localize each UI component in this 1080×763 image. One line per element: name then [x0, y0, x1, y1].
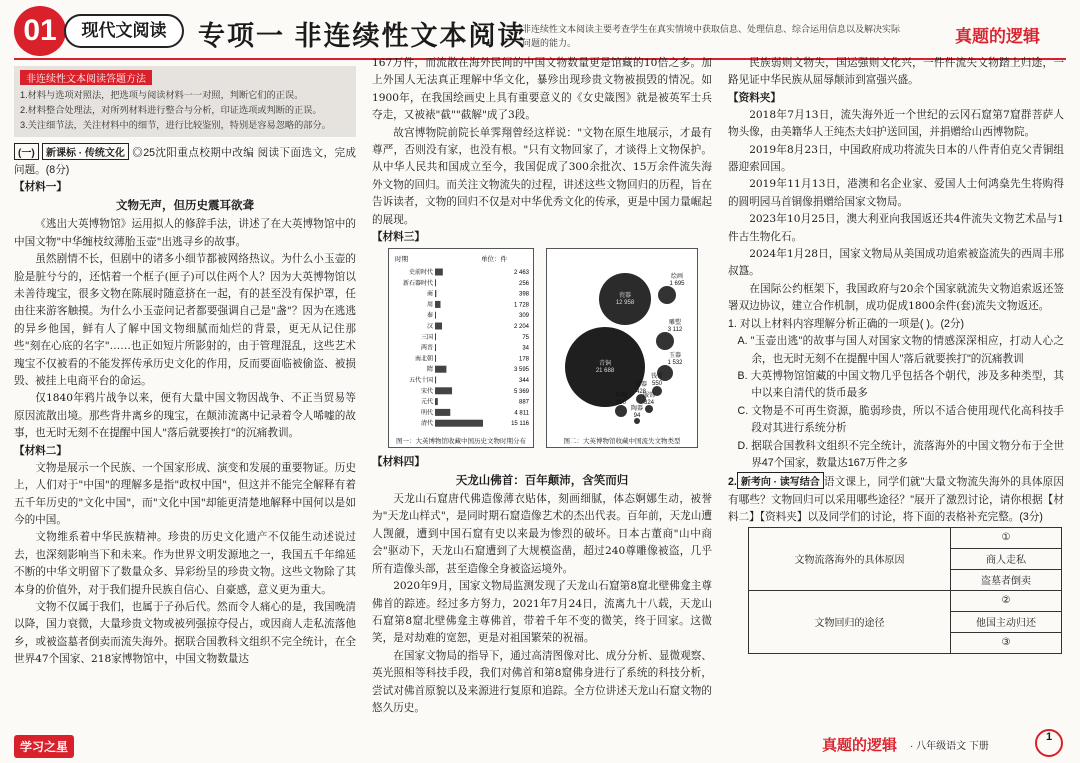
paragraph: 2019年8月23日，中国政府成功将流失日本的八件青伯克父青铜组器迎索回国。	[728, 143, 1064, 174]
answer-blank-1[interactable]: ①	[950, 527, 1061, 548]
bubble-value: 12 958	[615, 300, 635, 307]
unit-label: 单位：件	[481, 256, 507, 264]
header	[0, 0, 1080, 58]
data-label: 4 811	[514, 410, 529, 417]
tip-item: 2.材料整合处理法，对所列材料进行整合与分析，印证选项或判断的正误。	[20, 105, 322, 116]
paragraph: 民族弱则文物失，国运强则文化兴，一件件流失文物踏上归途，一路见证中华民族从屈辱颠沛到富强兴盛。	[728, 57, 1064, 87]
bubble-value: 1 695	[669, 281, 685, 288]
tick-label: 元代	[420, 399, 433, 406]
bar	[435, 312, 436, 319]
bubble-label: 瓷器	[618, 293, 632, 300]
paragraph: 文物是展示一个民族、一个国家形成、演变和发展的重要物证。历史上，人们对于"中国"的理解多是指"政权中国"，但这并不能完全解释有着五千年历史的"文化中国"，而"文化中国"却能更清楚地解释中国何以是如今的中国。	[14, 461, 356, 526]
material-4-title: 天龙山佛首：百年颠沛，含笑而归	[455, 475, 629, 488]
bubble-value: 1 532	[667, 360, 683, 367]
question-source: 25沈阳重点校期中改编	[143, 147, 255, 160]
bubble-chart-svg	[547, 249, 697, 435]
table-cell: 盗墓者倒卖	[950, 569, 1061, 590]
question-category: 新课标 · 传统文化	[42, 143, 129, 160]
answer-blank-2[interactable]: ②	[950, 590, 1061, 611]
column-left	[14, 66, 356, 669]
paragraph: 2024年1月28日，国家文物局从美国成功追索被盗流失的西周丰邢叔簋。	[728, 248, 1064, 278]
bar	[435, 387, 452, 394]
question-2-stem: 语文课上，同学们就"大量文物流失海外的具体原因有哪些？文物回归可以采用哪些途径？"展开了激烈讨论，请你根据【材料二】【资料夹】以及同学们的讨论，将下面的表格补充完整。(3分)	[728, 476, 1064, 524]
bubble-label: 陶器	[630, 406, 644, 413]
bubble	[565, 327, 648, 407]
bubble-value: 21 688	[595, 368, 615, 375]
bar	[435, 355, 436, 362]
tips-title: 非连续性文本阅读答题方法	[20, 70, 152, 85]
paragraph: 167万件，而流散在海外民间的中国文物数量更是馆藏的10倍之多。加上外国人无法真正理解中华文化，暴殄出现珍贵文物被损毁的情况。如1900年，在我国绘画史上具有重要意义的《女史箴图》就是被英军士兵夺走，又被裱"截""截解"成了3段。	[372, 57, 712, 122]
bubble-label: 青铜	[598, 361, 612, 368]
option-b[interactable]: B. 大英博物馆馆藏的中国文物几乎包括各个朝代，涉及多种类型，其中以来自清代的货币最多	[737, 369, 1064, 400]
tick-label: 隋	[426, 367, 433, 374]
option-d[interactable]: D. 据联合国教科文组织不完全统计，流落海外的中国文物分布于全世界47个国家，数量达167万件之多	[737, 439, 1064, 469]
figure-1-caption: 图一：大英博物馆收藏中国历史文物时期分布	[396, 438, 526, 446]
bubble	[615, 405, 627, 417]
paragraph: 2023年10月25日，澳大利亚向我国返还共4件流失文物艺术品与1件古生物化石。	[728, 213, 1064, 243]
paragraph: 仅1840年鸦片战争以来，便有大量中国文物因战争、不正当贸易等原因流散出境。那些背井离乡的瑰宝，在颠沛流离中记录着令人唏嘘的故事，也无时无刻不在提醒中国人"落后就要挨打"的沉痛教训。	[14, 392, 356, 440]
question-1-stem: 1. 对以上材料内容理解分析正确的一项是( )。(2分)	[728, 317, 965, 330]
tick-label: 明代	[420, 410, 433, 417]
footer-brand: 真题的逻辑	[822, 737, 898, 754]
bar-chart-svg	[389, 249, 533, 435]
data-label: 3 595	[513, 367, 529, 374]
bubble	[599, 273, 651, 325]
question-2	[728, 472, 1064, 526]
bubble-value: 250	[615, 400, 627, 407]
paragraph: 2020年9月，国家文物局监测发现了天龙山石窟第8窟北壁佛龛主尊佛首的踪迹。经过多方努力，2021年7月24日，流离九十八载，天龙山石窟第8窟北壁佛龛主尊佛首，带着千年不变的微笑，终于回家。这微笑，是对劫难的宽恕，更是对祖国繁荣的祝福。	[372, 580, 712, 645]
row-label-return: 文物回归的途径	[749, 590, 951, 653]
footer	[0, 727, 1080, 763]
bar	[435, 420, 483, 427]
paragraph: 2018年7月13日，流失海外近一个世纪的云冈石窟第7窟群菩萨人物头像，由美籍华人王纯杰夫妇护送回国，并捐赠给山西博物院。	[728, 108, 1064, 139]
tick-label: 商	[426, 291, 433, 298]
axis-header: 时期	[395, 256, 408, 264]
bubble-label: 钱币	[650, 374, 664, 381]
bubble-value: 550	[651, 381, 663, 388]
question-prompt: 阅读下面选文，完成问题。(8分)	[14, 147, 357, 177]
bar	[435, 377, 436, 384]
table-cell: 他国主动归还	[950, 611, 1061, 632]
data-label: 1 728	[513, 302, 529, 309]
bar	[435, 398, 438, 405]
material-1-label: 【材料一】	[14, 181, 67, 194]
section-number-badge: 01	[14, 6, 66, 56]
table-cell: 商人走私	[950, 548, 1061, 569]
material-1-title: 文物无声，但历史震耳欲聋	[116, 200, 254, 213]
bubble	[645, 405, 653, 413]
tick-label: 新石器时代	[402, 280, 433, 287]
paragraph: 文物维系着中华民族精神。珍贵的历史文化遗产不仅能生动述说过去，也深刻影响当下和未来。作为世界文明发源地之一，我国五千年绵延不断的中华文明留下了数量众多、异彩纷呈的珍贵文物。这些文物除了其本身的价值外，对于我们提升民族自信心、自豪感，意义更为重大。	[14, 531, 356, 596]
publisher-logo: 学习之星	[14, 735, 74, 758]
bar	[435, 333, 436, 340]
tips-box	[14, 66, 356, 137]
answer-table	[748, 527, 1062, 654]
paragraph: 虽然剧情不长，但剧中的诸多小细节都被网络热议。为什么小玉壶的脸是脏兮兮的，还惦着一个框子(匣子)可以住两个人？因为大英博物馆以未善待瑰宝，很多文物在陈展时随意挤在一起，有的甚至没有保护罩，任由往来游客触摸。为什么小玉壶问记者都要强调自己是"盏"？因为在逃逃的异乡他国，鲜有人了解中国文物细腻而灿烂的背景，更无从记住那些"刻在心底的名字"……也正如短片所影射的，由于管理混乱，这些艺术瑰宝不仅被看的不能发挥传承历史文化的作用，反而要面临被偷盗、被损毁、被挂上电商平台的命运。	[14, 253, 356, 388]
page-number: 1	[1035, 729, 1063, 757]
figures	[372, 248, 712, 450]
bar	[435, 323, 442, 330]
data-label: 2 204	[513, 324, 529, 331]
data-label: 344	[518, 378, 529, 385]
bar	[435, 290, 436, 297]
bar	[435, 366, 446, 373]
header-logo: 真题的逻辑	[955, 27, 1040, 46]
paragraph: 在国际公约框架下，我国政府与20余个国家就流失文物追索返还签署双边协议，建立合作机制，成功促成1800余件(套)流失文物返还。	[728, 282, 1064, 313]
answer-blank-3[interactable]: ③	[950, 632, 1061, 653]
tick-label: 秦	[426, 313, 433, 320]
bubble-value: 94	[633, 413, 641, 420]
tick-label: 五代十国	[408, 378, 433, 385]
data-label: 309	[518, 313, 529, 320]
tick-label: 南北朝	[414, 356, 433, 363]
section-label: 现代文阅读	[64, 14, 184, 48]
paragraph: 故宫博物院前院长单霁翔曾经这样说："文物在原生地展示，才最有尊严，否则没有家，也没有根。"只有文物回家了，才谈得上文物保护。从中华人民共和国成立至今，我国促成了300余批次、15万余件流失海外文物的回归。而关注文物流失的过程，讲述这些文物回归的历程，旨在告诉读者，文物的回归不仅是对中华优秀文化的传承，更是中国力量崛起的展现。	[372, 126, 712, 226]
option-c[interactable]: C. 文物是不可再生资源，脆弱珍贵，所以不适合使用现代化高科技手段对其进行系统分析	[737, 404, 1064, 435]
tick-label: 周	[426, 302, 433, 309]
bar	[435, 344, 436, 351]
bar	[435, 269, 443, 276]
bubble	[656, 332, 674, 350]
column-middle	[372, 55, 712, 717]
period-bar-chart	[388, 248, 534, 448]
bubble-label: 雕塑	[668, 320, 682, 327]
bubble-label: 服饰	[642, 393, 656, 400]
bubble-label: 漆器	[634, 382, 648, 389]
bubble	[658, 286, 676, 304]
data-label: 178	[518, 356, 529, 363]
type-bubble-chart	[546, 248, 698, 448]
material-3-label: 【材料三】	[372, 231, 425, 244]
paragraph: 文物不仅属于我们，也属于子孙后代。然而令人痛心的是，我国晚清以降，国力衰微，大量珍贵文物或被列强掠夺侵占，或因商人走私流落他乡，或被盗墓者倒卖而流失海外。据联合国教科文组织不完全统计，在全世界47个国家、218家博物馆中，中国文物数量达	[14, 600, 356, 666]
material-5-label: 【资料夹】	[728, 91, 781, 104]
tick-label: 史前时代	[408, 270, 433, 277]
tick-label: 汉	[426, 324, 433, 331]
tip-item: 1.材料与选项对照法，把选项与阅读材料一一对照，判断它们的正误。	[20, 90, 304, 101]
paragraph: 2019年11月13日，港澳和名企业家、爱国人士何鸿燊先生将购得的圆明园马首铜像捐赠给国家文物局。	[728, 178, 1064, 208]
footer-grade: · 八年级语文 下册	[910, 741, 989, 752]
paragraph: 天龙山石窟唐代佛造像薄衣贴体，刻画细腻，体态婀娜生动，被誉为"天龙山样式"，是同时期石窟造像艺术的杰出代表。百年前，天龙山遭人觊觎，遭到中国石窟有史以来最为惨烈的破坏。日本古董商"山中商会"驱动下，天龙山石窟遭到了大规模盗凿，超过240尊雕像被盗，几乎所有造像头部，甚至造像全身被盗运境外。	[372, 493, 712, 575]
page-title: 专项一 非连续性文本阅读	[198, 21, 527, 51]
tick-label: 宋代	[420, 388, 433, 395]
bar	[435, 409, 450, 416]
row-label-reasons: 文物流落海外的具体原因	[749, 527, 951, 590]
bubble-value: 324	[643, 400, 655, 407]
option-a[interactable]: A. "玉壶出逃"的故事与国人对国家文物的情感深深相应，打动人心之余，也无时无刻不在提醒中国人"落后就要挨打"的沉痛教训	[737, 335, 1064, 365]
tick-label: 三国	[420, 334, 433, 341]
header-description: 非连续性文本阅读主要考查学生在真实情境中获取信息、处理信息、综合运用信息以及解决实际问题的能力。	[522, 24, 901, 48]
bubble-label: 其他	[614, 393, 628, 400]
tick-label: 两晋	[420, 345, 433, 352]
question-tag: (一)	[14, 143, 39, 160]
bubble-label: 绘画	[670, 274, 684, 281]
question-header	[14, 143, 356, 179]
bar	[435, 301, 440, 308]
data-label: 5 369	[513, 388, 529, 395]
data-label: 75	[522, 334, 529, 341]
paragraph: 《逃出大英博物馆》运用拟人的修辞手法，讲述了在大英博物馆中的中国文物"中华缠枝纹薄胎玉壶"出逃寻乡的故事。	[14, 218, 356, 248]
material-4-label: 【材料四】	[372, 456, 425, 469]
data-label: 887	[518, 399, 529, 406]
data-label: 34	[522, 345, 529, 352]
bubble-label: 玉器	[668, 353, 682, 360]
location-icon: ◎	[132, 147, 144, 160]
bar	[435, 279, 436, 286]
question-2-tag: 新考向 · 读写结合	[737, 472, 824, 489]
column-right	[728, 55, 1064, 654]
figure-2-caption: 图二：大英博物馆收藏中国流失文物类型	[563, 438, 681, 446]
tip-item: 3.关注细节法，关注材料中的细节，进行比较鉴别，特别是容易忽略的部分。	[20, 120, 331, 131]
tick-label: 清代	[420, 421, 433, 428]
bubble-value: 428	[635, 389, 647, 396]
data-label: 15 116	[511, 421, 529, 428]
bubble-value: 3 112	[667, 327, 683, 334]
data-label: 398	[518, 291, 529, 298]
data-label: 2 463	[513, 270, 529, 277]
paragraph: 在国家文物局的指导下，通过高清图像对比、成分分析、显微观察、英光照相等科技手段，我们对佛首和第8窟佛身进行了系统的科技分析，尝试对佛首原貌以及来源进行复原和追踪。全方位讲述天龙山石窟文物的悠久历史。	[372, 649, 712, 714]
data-label: 256	[518, 280, 529, 287]
material-2-label: 【材料二】	[14, 444, 67, 457]
question-2-number: 2.	[728, 476, 737, 489]
